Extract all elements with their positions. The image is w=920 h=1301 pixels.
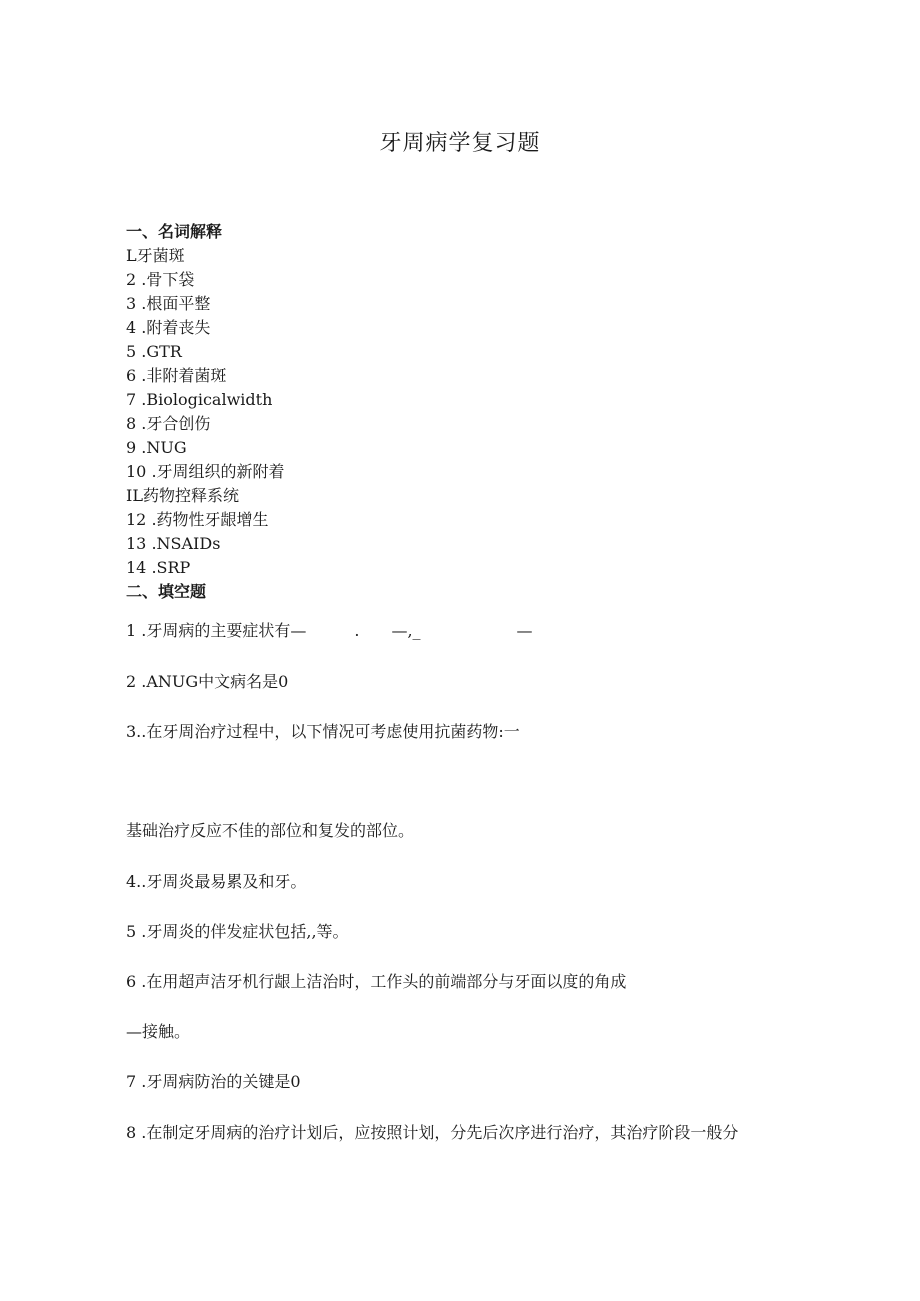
question-2: 2 .ANUG中文病名是0 [126, 672, 289, 691]
question-7: 7 .牙周病防治的关键是0 [126, 1072, 301, 1091]
question-6: 6 .在用超声洁牙机行龈上洁治时，工作头的前端部分与牙面以度的角成 [126, 972, 627, 991]
term-item: 7 .Biologicalwidth [126, 390, 273, 409]
term-item: 5 .GTR [126, 342, 182, 361]
term-item: 8 .牙合创伤 [126, 414, 211, 433]
question-4: 4..牙周炎最易累及和牙。 [126, 872, 307, 891]
section-heading-terms: 一、名词解释 [126, 222, 223, 241]
term-item: 10 .牙周组织的新附着 [126, 462, 285, 481]
section-heading-fill-blank: 二、填空题 [126, 582, 207, 601]
term-item: 6 .非附着菌斑 [126, 366, 227, 385]
term-item: IL药物控释系统 [126, 486, 239, 505]
term-item: 12 .药物性牙龈增生 [126, 510, 269, 529]
term-item: 2 .骨下袋 [126, 270, 195, 289]
term-item: 3 .根面平整 [126, 294, 211, 313]
question-3: 3..在牙周治疗过程中，以下情况可考虑使用抗菌药物:一 [126, 722, 520, 741]
question-3-continuation: 基础治疗反应不佳的部位和复发的部位。 [126, 821, 415, 840]
question-1: 1 .牙周病的主要症状有— . —,_ — [126, 621, 533, 640]
question-6-continuation: —接触。 [126, 1022, 191, 1041]
term-item: 13 .NSAIDs [126, 534, 221, 553]
term-item: L牙菌斑 [126, 246, 185, 265]
term-item: 14 .SRP [126, 558, 191, 577]
term-item: 4 .附着丧失 [126, 318, 211, 337]
term-item: 9 .NUG [126, 438, 187, 457]
page-title: 牙周病学复习题 [379, 131, 541, 156]
question-5: 5 .牙周炎的伴发症状包括,,等。 [126, 922, 349, 941]
question-8: 8 .在制定牙周病的治疗计划后，应按照计划，分先后次序进行治疗，其治疗阶段一般分 [126, 1123, 739, 1142]
